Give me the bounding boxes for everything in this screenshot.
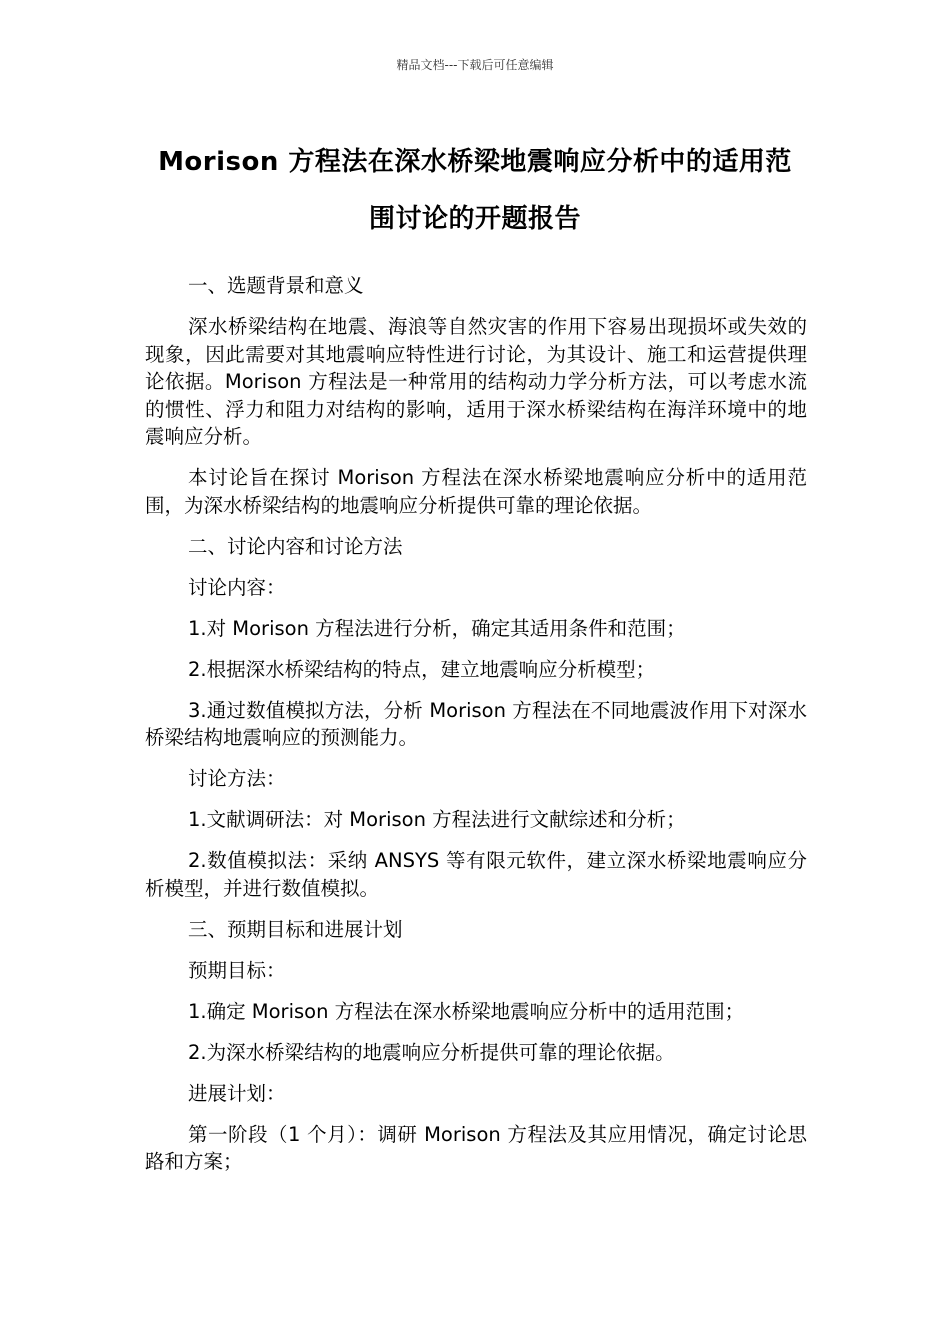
list-item: 第一阶段（1 个月）：调研 Morison 方程法及其应用情况，确定讨论思路和方案； [145, 1122, 807, 1173]
document-title [135, 134, 815, 248]
list-item: 2.数值模拟法：采纳 ANSYS 等有限元软件，建立深水桥梁地震响应分析模型，并进行数值模拟。 [145, 849, 807, 900]
title-line-2: 围讨论的开题报告 [368, 204, 581, 234]
subheading-goals: 预期目标： [188, 958, 286, 982]
list-item: 1.对 Morison 方程法进行分析，确定其适用条件和范围； [188, 616, 686, 640]
list-item: 2.为深水桥梁结构的地震响应分析提供可靠的理论依据。 [188, 1040, 675, 1064]
subheading-plan: 进展计划： [188, 1081, 286, 1105]
paragraph-background: 深水桥梁结构在地震、海浪等自然灾害的作用下容易出现损坏或失效的现象，因此需要对其地震响应特性进行讨论，为其设计、施工和运营提供理论依据。Morison 方程法是一种常用的结构动力学分析方法，可以考虑水流的惯性、浮力和阻力对结构的影响，适用于深水桥梁结构在海洋环境中的地震响应分析。 [145, 315, 807, 448]
subheading-content: 讨论内容： [188, 575, 286, 599]
document-body [145, 272, 807, 1189]
subheading-method: 讨论方法： [188, 767, 286, 790]
list-item: 1.文献调研法：对 Morison 方程法进行文献综述和分析； [188, 808, 686, 831]
list-item: 3.通过数值模拟方法，分析 Morison 方程法在不同地震波作用下对深水桥梁结构地震响应的预测能力。 [145, 698, 807, 749]
section-heading-background: 一、选题背景和意义 [188, 274, 364, 297]
section-heading-goals-plan: 三、预期目标和进展计划 [188, 917, 403, 941]
title-line-1: Morison 方程法在深水桥梁地震响应分析中的适用范 [158, 147, 792, 177]
paragraph-purpose: 本讨论旨在探讨 Morison 方程法在深水桥梁地震响应分析中的适用范围，为深水桥梁结构的地震响应分析提供可靠的理论依据。 [145, 466, 807, 517]
list-item: 2.根据深水桥梁结构的特点，建立地震响应分析模型； [188, 657, 656, 681]
list-item: 1.确定 Morison 方程法在深水桥梁地震响应分析中的适用范围； [188, 999, 745, 1023]
header-note: 精品文档---下载后可任意编辑 [396, 58, 554, 72]
section-heading-content-method: 二、讨论内容和讨论方法 [188, 534, 403, 558]
